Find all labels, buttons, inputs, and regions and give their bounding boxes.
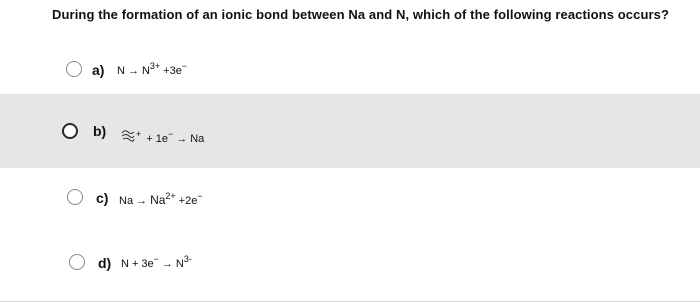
electrons-a: 3e [169, 65, 182, 77]
product-d: N [175, 258, 184, 270]
scribble-mark [120, 128, 136, 144]
electron-charge-a: − [181, 61, 188, 71]
equation-b [120, 126, 204, 145]
product-a: N [141, 65, 150, 77]
option-a[interactable] [0, 52, 700, 88]
arrow-d: → [161, 258, 173, 270]
product-charge-c: 2+ [165, 191, 176, 201]
reactant-c: Na [119, 195, 134, 207]
product-b: Na [190, 133, 205, 145]
plus-d: + [131, 258, 139, 270]
option-letter-c: c) [96, 190, 109, 206]
radio-button-b[interactable] [62, 123, 78, 139]
electrons-c: 2e [185, 195, 198, 207]
electrons-d: 3e [141, 258, 154, 270]
option-letter-d: d) [98, 255, 112, 271]
arrow-b: → [176, 133, 188, 145]
radio-button-c[interactable] [67, 189, 83, 205]
arrow-a: → [127, 65, 139, 77]
electrons-b: 1e [155, 133, 168, 145]
scribbled-charge-b: + [136, 129, 142, 139]
option-letter-a: a) [92, 62, 105, 78]
product-c: Na [150, 193, 166, 207]
radio-button-d[interactable] [69, 254, 85, 270]
plus-a: + [163, 65, 170, 77]
option-b[interactable] [0, 94, 700, 168]
arrow-c: → [136, 195, 148, 207]
equation-a [117, 61, 188, 77]
question-text: During the formation of an ionic bond between Na and N, which of the following reactions occurs? [52, 7, 670, 22]
product-charge-d: 3- [183, 254, 192, 264]
product-charge-a: 3+ [149, 61, 161, 71]
electron-charge-b: − [167, 129, 174, 139]
option-d[interactable] [0, 245, 700, 281]
equation-c [119, 193, 203, 207]
equation-d [121, 254, 192, 270]
plus-b: + [146, 133, 153, 145]
scribbled-out-text [120, 128, 136, 144]
option-letter-b: b) [93, 123, 107, 139]
plus-c: + [178, 195, 186, 207]
reactant-a: N [117, 65, 125, 77]
electron-charge-d: − [153, 254, 159, 264]
reactant-d: N [121, 258, 129, 270]
electron-charge-c: − [197, 191, 203, 201]
option-c[interactable] [0, 180, 700, 216]
radio-button-a[interactable] [66, 61, 82, 77]
